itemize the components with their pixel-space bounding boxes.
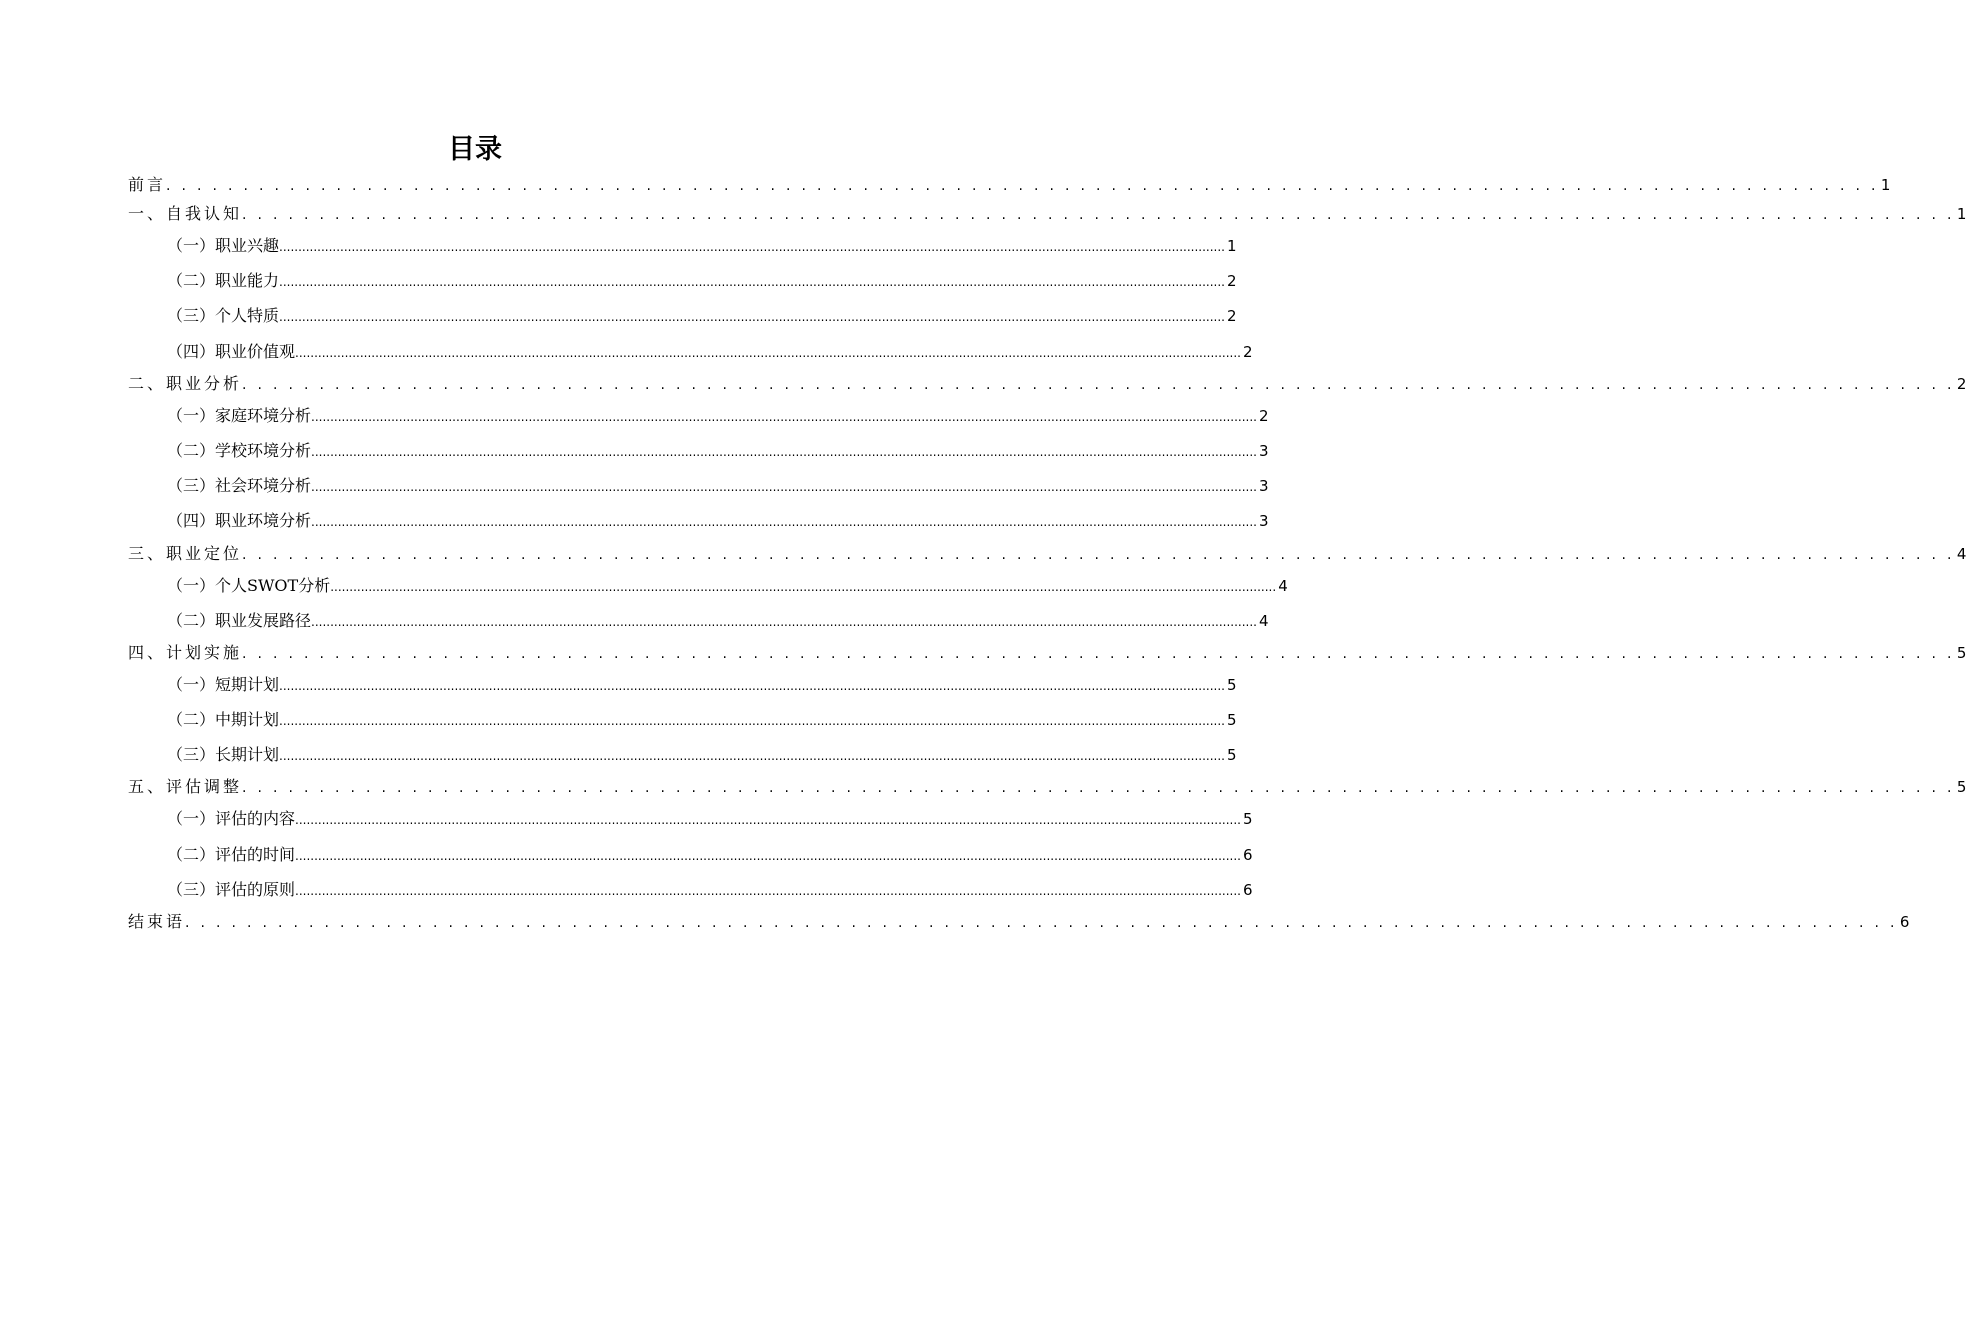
toc-dot-leader: . . . . . . . . . . . . . . . . . . . . . . . . . . . . . . . . . . . . . . . . . . . . . . . . . . . . . . . . . . . . . . . . . . . . . . . . . . . . . . . . . . . . . . . . . . . . . . . . . . . . . . . . . . . . . . . xyxy=(242,780,1955,797)
toc-page-number: 6 xyxy=(1243,845,1253,864)
toc-entry-section[interactable] xyxy=(128,568,1288,603)
toc-entry-label: 结束语 xyxy=(128,912,186,931)
toc-entry-chapter[interactable] xyxy=(128,907,1910,936)
toc-dot-leader: ........................................................................................................................................................................................................................................................ xyxy=(311,614,1257,629)
toc-page-number: 3 xyxy=(1259,477,1269,496)
toc-dot-leader: . . . . . . . . . . . . . . . . . . . . . . . . . . . . . . . . . . . . . . . . . . . . . . . . . . . . . . . . . . . . . . . . . . . . . . . . . . . . . . . . . . . . . . . . . . . . . . . . . . . . . . . . . . . . . . . xyxy=(242,376,1955,393)
toc-entry-label: （三）社会环境分析 xyxy=(167,476,312,496)
toc-entry-label: 三、职业定位 xyxy=(128,543,243,563)
toc-page-number: 4 xyxy=(1278,576,1288,595)
toc-page-number: 5 xyxy=(1956,643,1966,662)
toc-dot-leader: ........................................................................................................................................................................................................................................................ xyxy=(295,813,1241,828)
toc-dot-leader: . . . . . . . . . . . . . . . . . . . . . . . . . . . . . . . . . . . . . . . . . . . . . . . . . . . . . . . . . . . . . . . . . . . . . . . . . . . . . . . . . . . . . . . . . . . . . . . . . . . . . . . . . . . . . . . xyxy=(242,207,1955,223)
toc-entry-section[interactable] xyxy=(128,702,1237,737)
toc-entry-label: （三）长期计划 xyxy=(167,745,280,765)
toc-entry-chapter[interactable] xyxy=(128,369,1966,398)
toc-entry-chapter[interactable] xyxy=(128,772,1966,801)
toc-dot-leader: ........................................................................................................................................................................................................................................................ xyxy=(279,275,1225,290)
toc-dot-leader: ........................................................................................................................................................................................................................................................ xyxy=(295,345,1241,360)
toc-entry-label: （一）个人SWOT分析 xyxy=(167,575,331,595)
toc-entry-label: （四）职业价值观 xyxy=(167,341,296,361)
toc-entry-label: （一）职业兴趣 xyxy=(167,236,280,255)
toc-entry-section[interactable] xyxy=(128,228,1237,263)
toc-dot-leader: ........................................................................................................................................................................................................................................................ xyxy=(279,240,1225,254)
toc-entry-label: （二）职业能力 xyxy=(167,271,280,291)
toc-entry-section[interactable] xyxy=(128,433,1269,468)
toc-dot-leader: ........................................................................................................................................................................................................................................................ xyxy=(330,579,1277,594)
toc-page-number: 2 xyxy=(1956,374,1966,393)
toc-page-number: 5 xyxy=(1227,711,1237,730)
toc-entry-label: （一）家庭环境分析 xyxy=(167,405,312,425)
toc-dot-leader: ........................................................................................................................................................................................................................................................ xyxy=(295,883,1241,898)
toc-page-number: 2 xyxy=(1243,342,1253,361)
toc-dot-leader: ........................................................................................................................................................................................................................................................ xyxy=(279,310,1225,325)
toc-entry-chapter[interactable] xyxy=(128,539,1966,568)
toc-entry-chapter[interactable] xyxy=(128,638,1966,667)
toc-dot-leader: . . . . . . . . . . . . . . . . . . . . . . . . . . . . . . . . . . . . . . . . . . . . . . . . . . . . . . . . . . . . . . . . . . . . . . . . . . . . . . . . . . . . . . . . . . . . . . . . . . . . . . . . . . . . . . . xyxy=(185,915,1898,931)
toc-entry-label: （二）职业发展路径 xyxy=(167,610,312,630)
toc-entry-label: 一、自我认知 xyxy=(128,204,243,223)
toc-page-number: 5 xyxy=(1227,675,1237,694)
table-of-contents xyxy=(128,170,1966,936)
toc-entry-section[interactable] xyxy=(128,801,1253,836)
toc-page-number: 5 xyxy=(1956,778,1966,797)
toc-page-number: 5 xyxy=(1243,810,1253,829)
toc-dot-leader: . . . . . . . . . . . . . . . . . . . . . . . . . . . . . . . . . . . . . . . . . . . . . . . . . . . . . . . . . . . . . . . . . . . . . . . . . . . . . . . . . . . . . . . . . . . . . . . . . . . . . . . . . . . . . . . xyxy=(242,645,1955,662)
toc-page-number: 1 xyxy=(1880,176,1891,194)
toc-page-number: 4 xyxy=(1956,544,1966,563)
toc-dot-leader: ........................................................................................................................................................................................................................................................ xyxy=(295,848,1241,863)
toc-entry-section[interactable] xyxy=(128,334,1253,369)
toc-entry-label: （二）评估的时间 xyxy=(167,844,296,864)
toc-entry-label: 五、评估调整 xyxy=(128,777,243,797)
toc-entry-section[interactable] xyxy=(128,872,1253,907)
toc-entry-chapter[interactable] xyxy=(128,170,1891,199)
toc-entry-section[interactable] xyxy=(128,837,1253,872)
toc-page-number: 6 xyxy=(1243,880,1253,899)
toc-entry-section[interactable] xyxy=(128,737,1237,772)
toc-entry-section[interactable] xyxy=(128,468,1269,503)
toc-page-number: 3 xyxy=(1259,512,1269,531)
toc-entry-label: 二、职业分析 xyxy=(128,373,243,393)
toc-entry-label: （二）学校环境分析 xyxy=(167,440,312,460)
toc-entry-label: （一）评估的内容 xyxy=(167,809,296,829)
toc-page-number: 5 xyxy=(1227,746,1237,765)
toc-entry-label: （一）短期计划 xyxy=(167,674,280,694)
toc-dot-leader: ........................................................................................................................................................................................................................................................ xyxy=(311,515,1257,530)
toc-dot-leader: ........................................................................................................................................................................................................................................................ xyxy=(279,749,1225,764)
toc-entry-section[interactable] xyxy=(128,398,1269,433)
toc-dot-leader: . . . . . . . . . . . . . . . . . . . . . . . . . . . . . . . . . . . . . . . . . . . . . . . . . . . . . . . . . . . . . . . . . . . . . . . . . . . . . . . . . . . . . . . . . . . . . . . . . . . . . . . . . . . . . . . xyxy=(166,178,1879,194)
toc-entry-section[interactable] xyxy=(128,298,1237,333)
toc-dot-leader: ........................................................................................................................................................................................................................................................ xyxy=(279,678,1225,693)
toc-page-number: 3 xyxy=(1259,441,1269,460)
toc-dot-leader: . . . . . . . . . . . . . . . . . . . . . . . . . . . . . . . . . . . . . . . . . . . . . . . . . . . . . . . . . . . . . . . . . . . . . . . . . . . . . . . . . . . . . . . . . . . . . . . . . . . . . . . . . . . . . . . xyxy=(242,546,1955,563)
toc-entry-label: 四、计划实施 xyxy=(128,642,243,662)
toc-entry-label: 前言 xyxy=(128,175,167,194)
toc-entry-label: （二）中期计划 xyxy=(167,710,280,730)
toc-page-number: 6 xyxy=(1899,913,1910,931)
toc-page-number: 1 xyxy=(1227,237,1237,255)
toc-dot-leader: ........................................................................................................................................................................................................................................................ xyxy=(311,480,1257,495)
toc-page-number: 2 xyxy=(1259,406,1269,425)
toc-page-number: 2 xyxy=(1227,272,1237,291)
toc-entry-section[interactable] xyxy=(128,667,1237,702)
toc-page-number: 1 xyxy=(1956,205,1966,223)
toc-page-number: 2 xyxy=(1227,307,1237,326)
toc-title: 目录 xyxy=(448,134,502,165)
toc-entry-label: （三）个人特质 xyxy=(167,306,280,326)
toc-entry-section[interactable] xyxy=(128,503,1269,538)
toc-entry-label: （三）评估的原则 xyxy=(167,879,296,899)
toc-dot-leader: ........................................................................................................................................................................................................................................................ xyxy=(279,714,1225,729)
toc-dot-leader: ........................................................................................................................................................................................................................................................ xyxy=(311,409,1257,424)
toc-dot-leader: ........................................................................................................................................................................................................................................................ xyxy=(311,444,1257,459)
toc-entry-chapter[interactable] xyxy=(128,199,1966,228)
toc-entry-section[interactable] xyxy=(128,603,1269,638)
toc-entry-label: （四）职业环境分析 xyxy=(167,511,312,531)
toc-entry-section[interactable] xyxy=(128,263,1237,298)
toc-page-number: 4 xyxy=(1259,611,1269,630)
